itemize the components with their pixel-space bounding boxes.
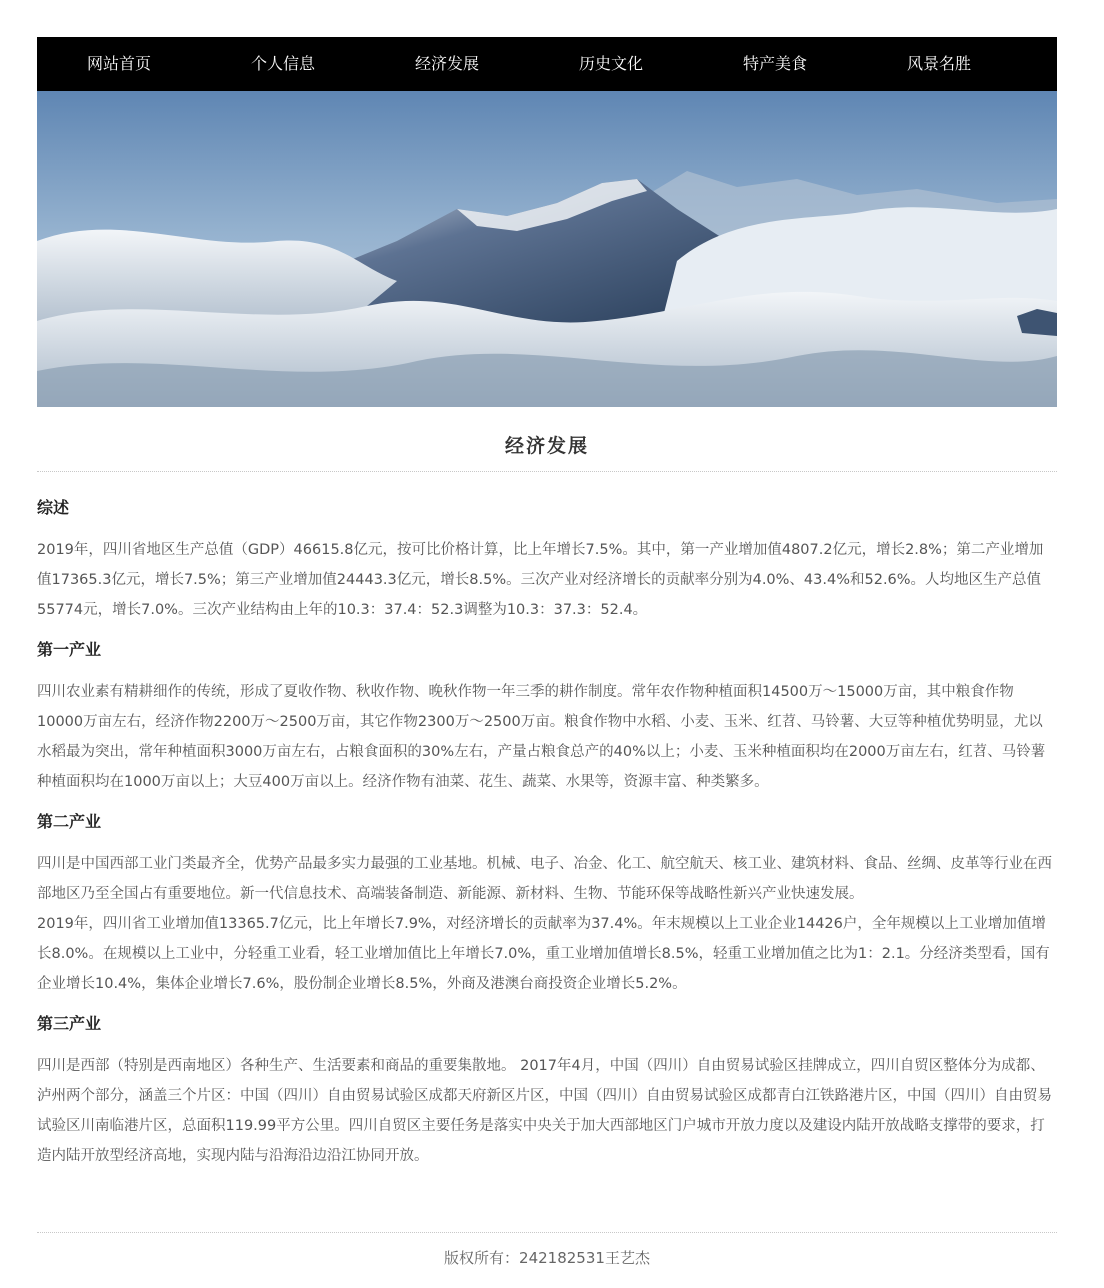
section-heading-tertiary-industry: 第三产业 <box>37 1014 102 1033</box>
footer-copyright: 版权所有：242182531王艺杰 <box>37 1232 1057 1268</box>
section-paragraph: 四川是西部（特别是西南地区）各种生产、生活要素和商品的重要集散地。 2017年4月，中国（四川）自由贸易试验区挂牌成立，四川自贸区整体分为成都、泸州两个部分，涵盖三个片区：中国（四川）自由贸易试验区成都天府新区片区，中国（四川）自由贸易试验区成都青白江铁路港片区，中国（四川）自由贸易试验区川南临港片区，总面积119.99平方公里。四川自贸区主要任务是落实中央关于加大西部地区门户城市开放力度以及建设内陆开放战略支撑带的要求，打造内陆开放型经济高地，实现内陆与沿海沿边沿江协同开放。 <box>37 1058 1052 1164</box>
nav-item-local-food[interactable]: 特产美食 <box>742 54 807 73</box>
article-content <box>37 472 1057 1171</box>
top-nav <box>37 37 1057 91</box>
section-heading-primary-industry: 第一产业 <box>37 640 102 659</box>
section-paragraph: 2019年，四川省工业增加值13365.7亿元，比上年增长7.9%，对经济增长的贡献率为37.4%。年末规模以上工业企业14426户，全年规模以上工业增加值增长8.0%。在规模以上工业中，分轻重工业看，轻工业增加值比上年增长7.0%，重工业增加值增长8.5%，轻重工业增加值之比为1：2.1。分经济类型看，国有企业增长10.4%，集体企业增长7.6%，股份制企业增长8.5%，外商及港澳台商投资企业增长5.2%。 <box>37 916 1050 992</box>
section-paragraph: 四川是中国西部工业门类最齐全，优势产品最多实力最强的工业基地。机械、电子、冶金、化工、航空航天、核工业、建筑材料、食品、丝绸、皮革等行业在西部地区乃至全国占有重要地位。新一代信息技术、高端装备制造、新能源、新材料、生物、节能环保等战略性新兴产业快速发展。 <box>37 856 1052 902</box>
section-paragraph: 四川农业素有精耕细作的传统，形成了夏收作物、秋收作物、晚秋作物一年三季的耕作制度。常年农作物种植面积14500万～15000万亩，其中粮食作物10000万亩左右，经济作物2200万～2500万亩，其它作物2300万～2500万亩。粮食作物中水稻、小麦、玉米、红苕、马铃薯、大豆等种植优势明显，尤以水稻最为突出，常年种植面积3000万亩左右，占粮食面积的30%左右，产量占粮食总产的40%以上；小麦、玉米种植面积均在2000万亩左右，红苕、马铃薯种植面积均在1000万亩以上；大豆400万亩以上。经济作物有油菜、花生、蔬菜、水果等，资源丰富、种类繁多。 <box>37 684 1046 790</box>
nav-item-economy[interactable]: 经济发展 <box>414 54 479 73</box>
page-container <box>37 37 1057 1171</box>
page-title: 经济发展 <box>37 407 1057 472</box>
section-heading-secondary-industry: 第二产业 <box>37 812 102 831</box>
banner-image <box>37 91 1057 407</box>
section-paragraph: 2019年，四川省地区生产总值（GDP）46615.8亿元，按可比价格计算，比上年增长7.5%。其中，第一产业增加值4807.2亿元，增长2.8%；第二产业增加值17365.3亿元，增长7.5%；第三产业增加值24443.3亿元，增长8.5%。三次产业对经济增长的贡献率分别为4.0%、43.4%和52.6%。人均地区生产总值55774元，增长7.0%。三次产业结构由上年的10.3：37.4：52.3调整为10.3：37.3：52.4。 <box>37 542 1044 618</box>
nav-item-personal-info[interactable]: 个人信息 <box>250 54 315 73</box>
nav-item-home[interactable]: 网站首页 <box>86 54 151 73</box>
nav-item-history-culture[interactable]: 历史文化 <box>578 54 643 73</box>
nav-item-scenery[interactable]: 风景名胜 <box>906 54 971 73</box>
section-heading-overview: 综述 <box>37 498 70 517</box>
